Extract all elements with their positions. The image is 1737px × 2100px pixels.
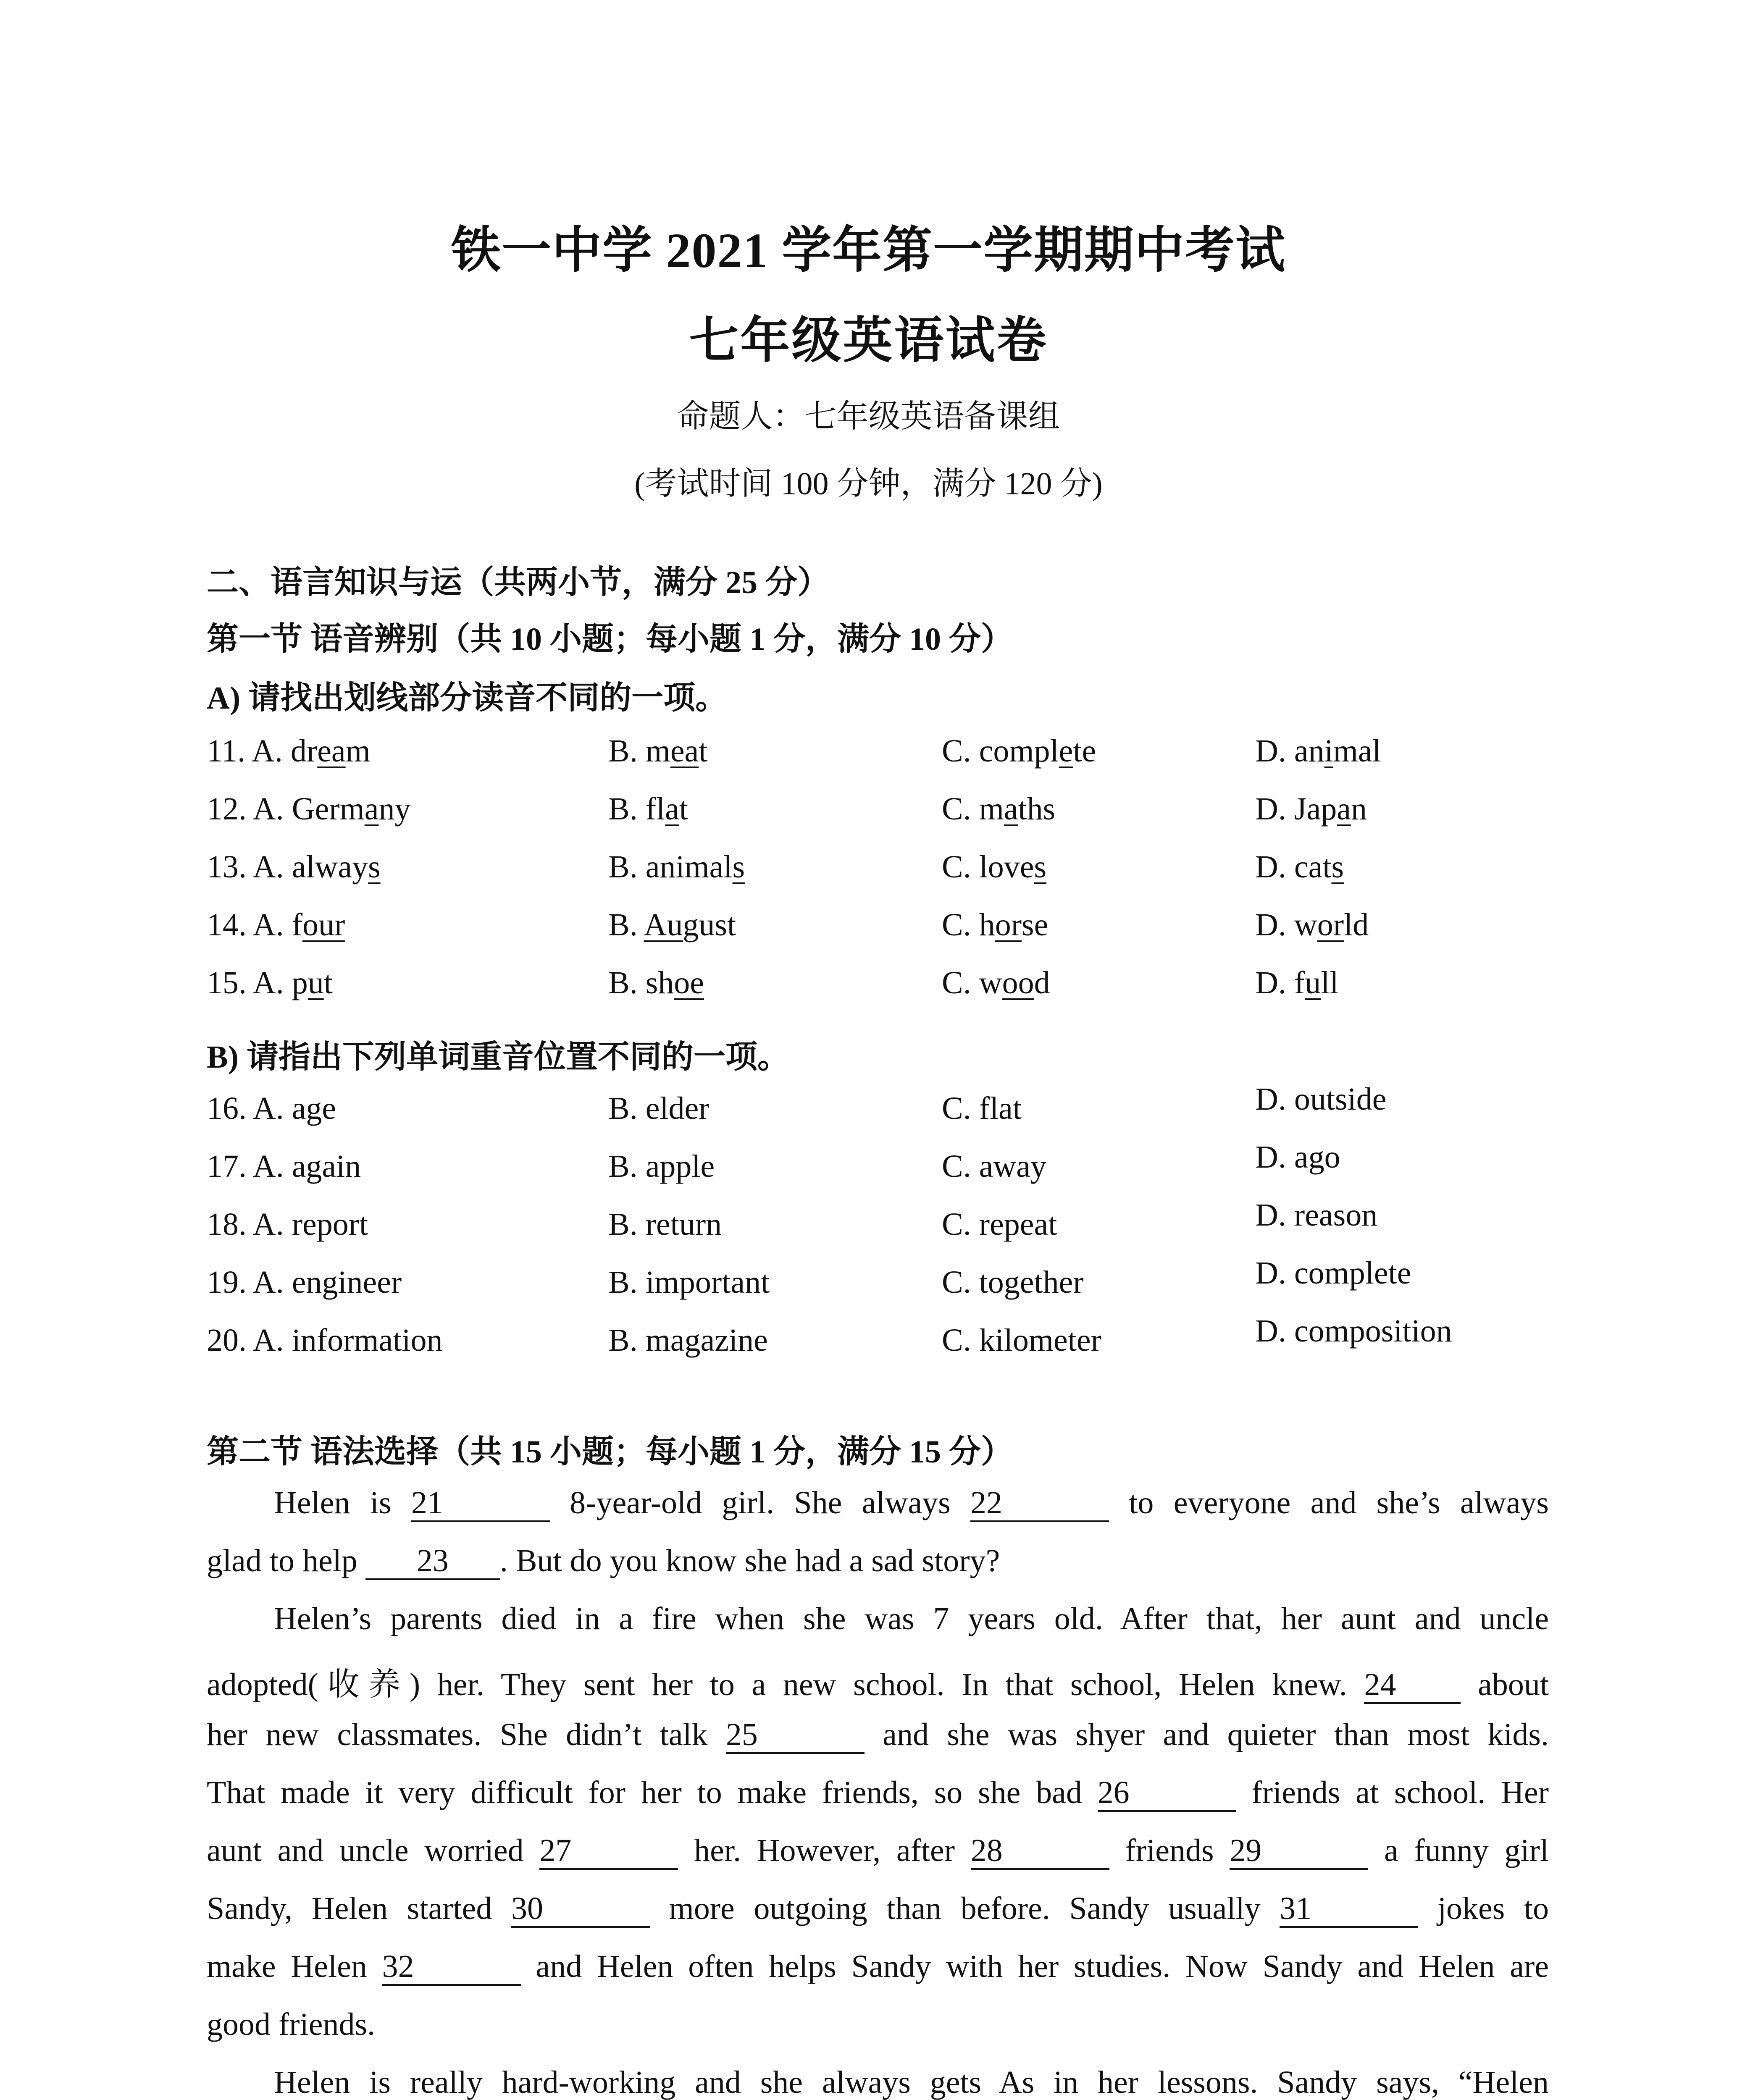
option-a: 14. A. four [207, 907, 345, 942]
option-b: B. elder [608, 1091, 710, 1126]
option-d: D. cats [1255, 849, 1344, 885]
question-row-11 [0, 733, 1737, 775]
option-a: 13. A. always [207, 849, 381, 885]
option-b: B. apple [608, 1149, 715, 1184]
option-c: C. wood [942, 965, 1050, 1000]
passage-line: good friends. [207, 2007, 376, 2042]
question-row-17 [0, 1139, 1737, 1190]
passage-line: Sandy, Helen started 30 more outgoing than before. Sandy usually 31 jokes to [207, 1890, 1549, 1928]
passage-line: Helen’s parents died in a fire when she was 7 years old. After that, her aunt and uncle [274, 1601, 1549, 1636]
option-c: C. maths [942, 791, 1056, 827]
passage-line: Helen is 21 8-year-old girl. She always 22 to everyone and she’s always [274, 1485, 1549, 1522]
option-b: B. shoe [608, 965, 704, 1000]
option-a: 15. A. put [207, 965, 333, 1000]
answer-blank-23[interactable]: 23 [365, 1545, 500, 1580]
answer-blank-22[interactable]: 22 [970, 1487, 1109, 1522]
option-b: B. return [608, 1207, 722, 1242]
part1-heading: 第一节 语音辨别（共 10 小题；每小题 1 分，满分 10 分） [207, 622, 1013, 657]
answer-blank-25[interactable]: 25 [726, 1719, 865, 1754]
passage-line: glad to help 23 . But do you know she had a sad story? [207, 1543, 1549, 1580]
option-d: D. world [1255, 907, 1369, 942]
option-d: D. ago [1255, 1139, 1340, 1175]
part2-heading: 第二节 语法选择（共 15 小题；每小题 1 分，满分 15 分） [207, 1434, 1013, 1470]
answer-blank-31[interactable]: 31 [1280, 1893, 1418, 1928]
time-info: (考试时间 100 分钟，满分 120 分) [634, 466, 1103, 501]
question-row-14 [0, 907, 1737, 949]
answer-blank-27[interactable]: 27 [539, 1835, 678, 1870]
option-c: C. loves [942, 849, 1047, 885]
option-d: D. complete [1255, 1255, 1411, 1291]
author-line: 命题人：七年级英语备课组 [677, 399, 1060, 434]
question-row-19 [0, 1255, 1737, 1306]
partB-heading: B) 请指出下列单词重音位置不同的一项。 [207, 1040, 789, 1075]
question-row-16 [0, 1082, 1737, 1132]
option-d: D. composition [1255, 1313, 1452, 1349]
option-a: 17. A. again [207, 1149, 361, 1184]
answer-blank-30[interactable]: 30 [511, 1893, 650, 1928]
option-b: B. important [608, 1265, 770, 1300]
option-c: C. together [942, 1265, 1084, 1300]
option-d: D. Japan [1255, 791, 1367, 827]
answer-blank-26[interactable]: 26 [1098, 1777, 1236, 1812]
question-row-13 [0, 849, 1737, 891]
option-c: C. kilometer [942, 1323, 1101, 1358]
passage-line: adopted(收养) her. They sent her to a new school. In that school, Helen knew. 24 about [207, 1659, 1549, 1704]
question-row-20 [0, 1313, 1737, 1364]
passage-line: her new classmates. She didn’t talk 25 and she was shyer and quieter than most kids. [207, 1717, 1549, 1754]
option-a: 18. A. report [207, 1207, 368, 1242]
question-row-18 [0, 1197, 1737, 1248]
section-heading: 二、语言知识与运（共两小节，满分 25 分） [207, 565, 829, 600]
exam-title: 铁一中学 2021 学年第一学期期中考试 [451, 223, 1286, 278]
option-c: C. horse [942, 907, 1049, 942]
option-c: C. flat [942, 1091, 1022, 1126]
question-row-12 [0, 791, 1737, 833]
option-d: D. animal [1255, 733, 1381, 769]
option-a: 12. A. Germany [207, 791, 411, 827]
passage-line: That made it very difficult for her to make friends, so she bad 26 friends at school. Her [207, 1774, 1549, 1812]
passage-line: Helen is really hard-working and she always gets As in her lessons. Sandy says, “Helen [274, 2065, 1549, 2100]
question-row-15 [0, 965, 1737, 1007]
option-c: C. complete [942, 733, 1096, 769]
partA-heading: A) 请找出划线部分读音不同的一项。 [207, 680, 728, 716]
answer-blank-29[interactable]: 29 [1230, 1835, 1368, 1870]
option-a: 16. A. age [207, 1091, 336, 1126]
option-b: B. flat [608, 791, 688, 827]
option-b: B. meat [608, 733, 708, 769]
option-c: C. away [942, 1149, 1047, 1184]
answer-blank-32[interactable]: 32 [382, 1950, 521, 1986]
answer-blank-28[interactable]: 28 [971, 1835, 1109, 1870]
passage-line: aunt and uncle worried 27 her. However, after 28 friends 29 a funny girl [207, 1832, 1549, 1870]
option-d: D. full [1255, 965, 1339, 1000]
option-d: D. outside [1255, 1082, 1387, 1117]
exam-subtitle: 七年级英语试卷 [689, 313, 1048, 368]
option-d: D. reason [1255, 1197, 1378, 1233]
option-c: C. repeat [942, 1207, 1057, 1242]
option-b: B. animals [608, 849, 745, 885]
option-b: B. magazine [608, 1323, 768, 1358]
option-a: 11. A. dream [207, 733, 371, 769]
passage-line: make Helen 32 and Helen often helps Sandy with her studies. Now Sandy and Helen are [207, 1948, 1549, 1986]
option-a: 20. A. information [207, 1323, 443, 1358]
answer-blank-24[interactable]: 24 [1364, 1669, 1461, 1704]
option-b: B. August [608, 907, 736, 942]
option-a: 19. A. engineer [207, 1265, 402, 1300]
answer-blank-21[interactable]: 21 [411, 1487, 550, 1522]
